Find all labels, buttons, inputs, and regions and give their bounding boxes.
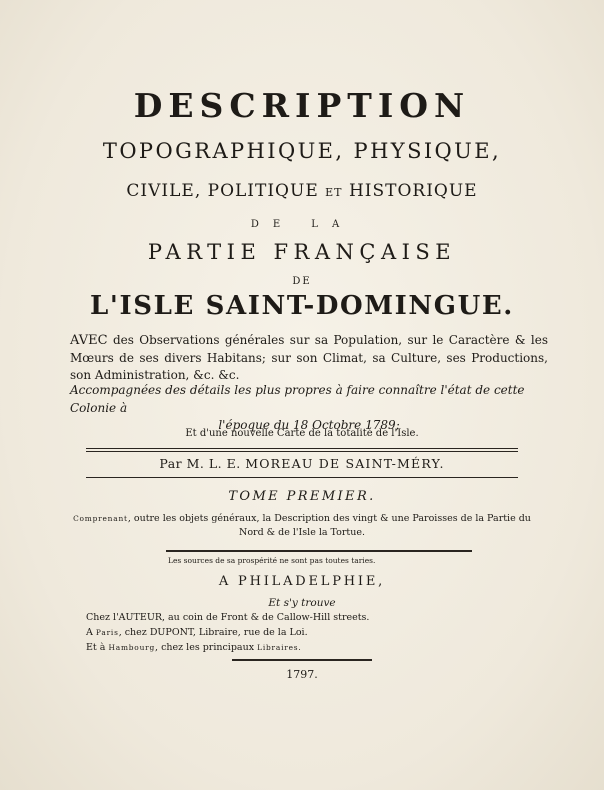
address-auteur: Chez l'AUTEUR, au coin de Front & de Callow-Hill streets. [86,612,370,623]
de-label: DE [292,276,312,287]
author-line [0,456,604,471]
avec-text: des Observations générales sur sa Population, sur le Caractère & les Mœurs de ses divers Habitans; sur son Climat, sa Culture, ses Productions, son Administration, &c. &c. [70,333,548,382]
rule-top-2 [86,451,518,452]
title-civile-b: HISTORIQUE [348,181,478,201]
rule-bottom [232,659,372,661]
address-paris-a: A [86,627,93,638]
address-hambourg-city: Hambourg [108,643,156,652]
rule-sources [166,550,472,552]
address-hambourg-libraires: Libraires. [257,643,302,652]
carte-line: Et d'une nouvelle Carte de la totalité de l'Isle. [185,428,419,439]
trouve-line: Et s'y trouve [268,597,336,609]
address-paris-b: , chez DUPONT, Libraire, rue de la Loi. [118,627,308,638]
address-paris-city: Paris [95,628,119,637]
address-hambourg-a: Et à [86,642,106,653]
title-description: DESCRIPTION [133,86,471,125]
rule-top [86,448,518,449]
title-isle-saint-domingue: L'ISLE SAINT-DOMINGUE. [90,291,514,321]
avec-lead: AVEC [70,333,108,348]
accompagnees-line1: Accompagnées des détails les plus propres à faire connaître l'état de cette Colonie à [70,383,525,415]
comprenant-paragraph [68,512,536,540]
avec-paragraph [70,332,548,385]
author-name: MOREAU DE SAINT-MÉRY. [245,456,445,471]
title-et: ET [325,186,343,199]
title-topographique: TOPOGRAPHIQUE, PHYSIQUE, [102,139,502,163]
comprenant-lead: Comprenant [73,514,128,523]
address-paris [86,627,308,638]
title-civile-a: CIVILE, POLITIQUE [126,181,319,201]
publication-year: 1797. [286,668,318,681]
tome-premier: TOME PREMIER. [228,489,376,504]
title-civile [0,181,604,201]
sources-motto: Les sources de sa prospérité ne sont pas toutes taries. [168,556,376,565]
accompagnees-paragraph [70,382,548,435]
address-hambourg-b: , chez les principaux [155,642,255,653]
comprenant-text: , outre les objets généraux, la Description des vingt & une Paroisses de la Partie du Nord & de l'Isle la Tortue. [127,513,531,538]
author-par: Par M. L. E. [159,456,241,471]
de-la-label: DE LA [250,219,354,230]
address-hambourg [86,642,302,653]
rule-middle [86,477,518,478]
place-philadelphie: A PHILADELPHIE, [218,574,386,589]
title-partie-francaise: PARTIE FRANÇAISE [147,240,457,264]
accompagnees-line2: l'époque du 18 Octobre 1789; [218,418,400,432]
